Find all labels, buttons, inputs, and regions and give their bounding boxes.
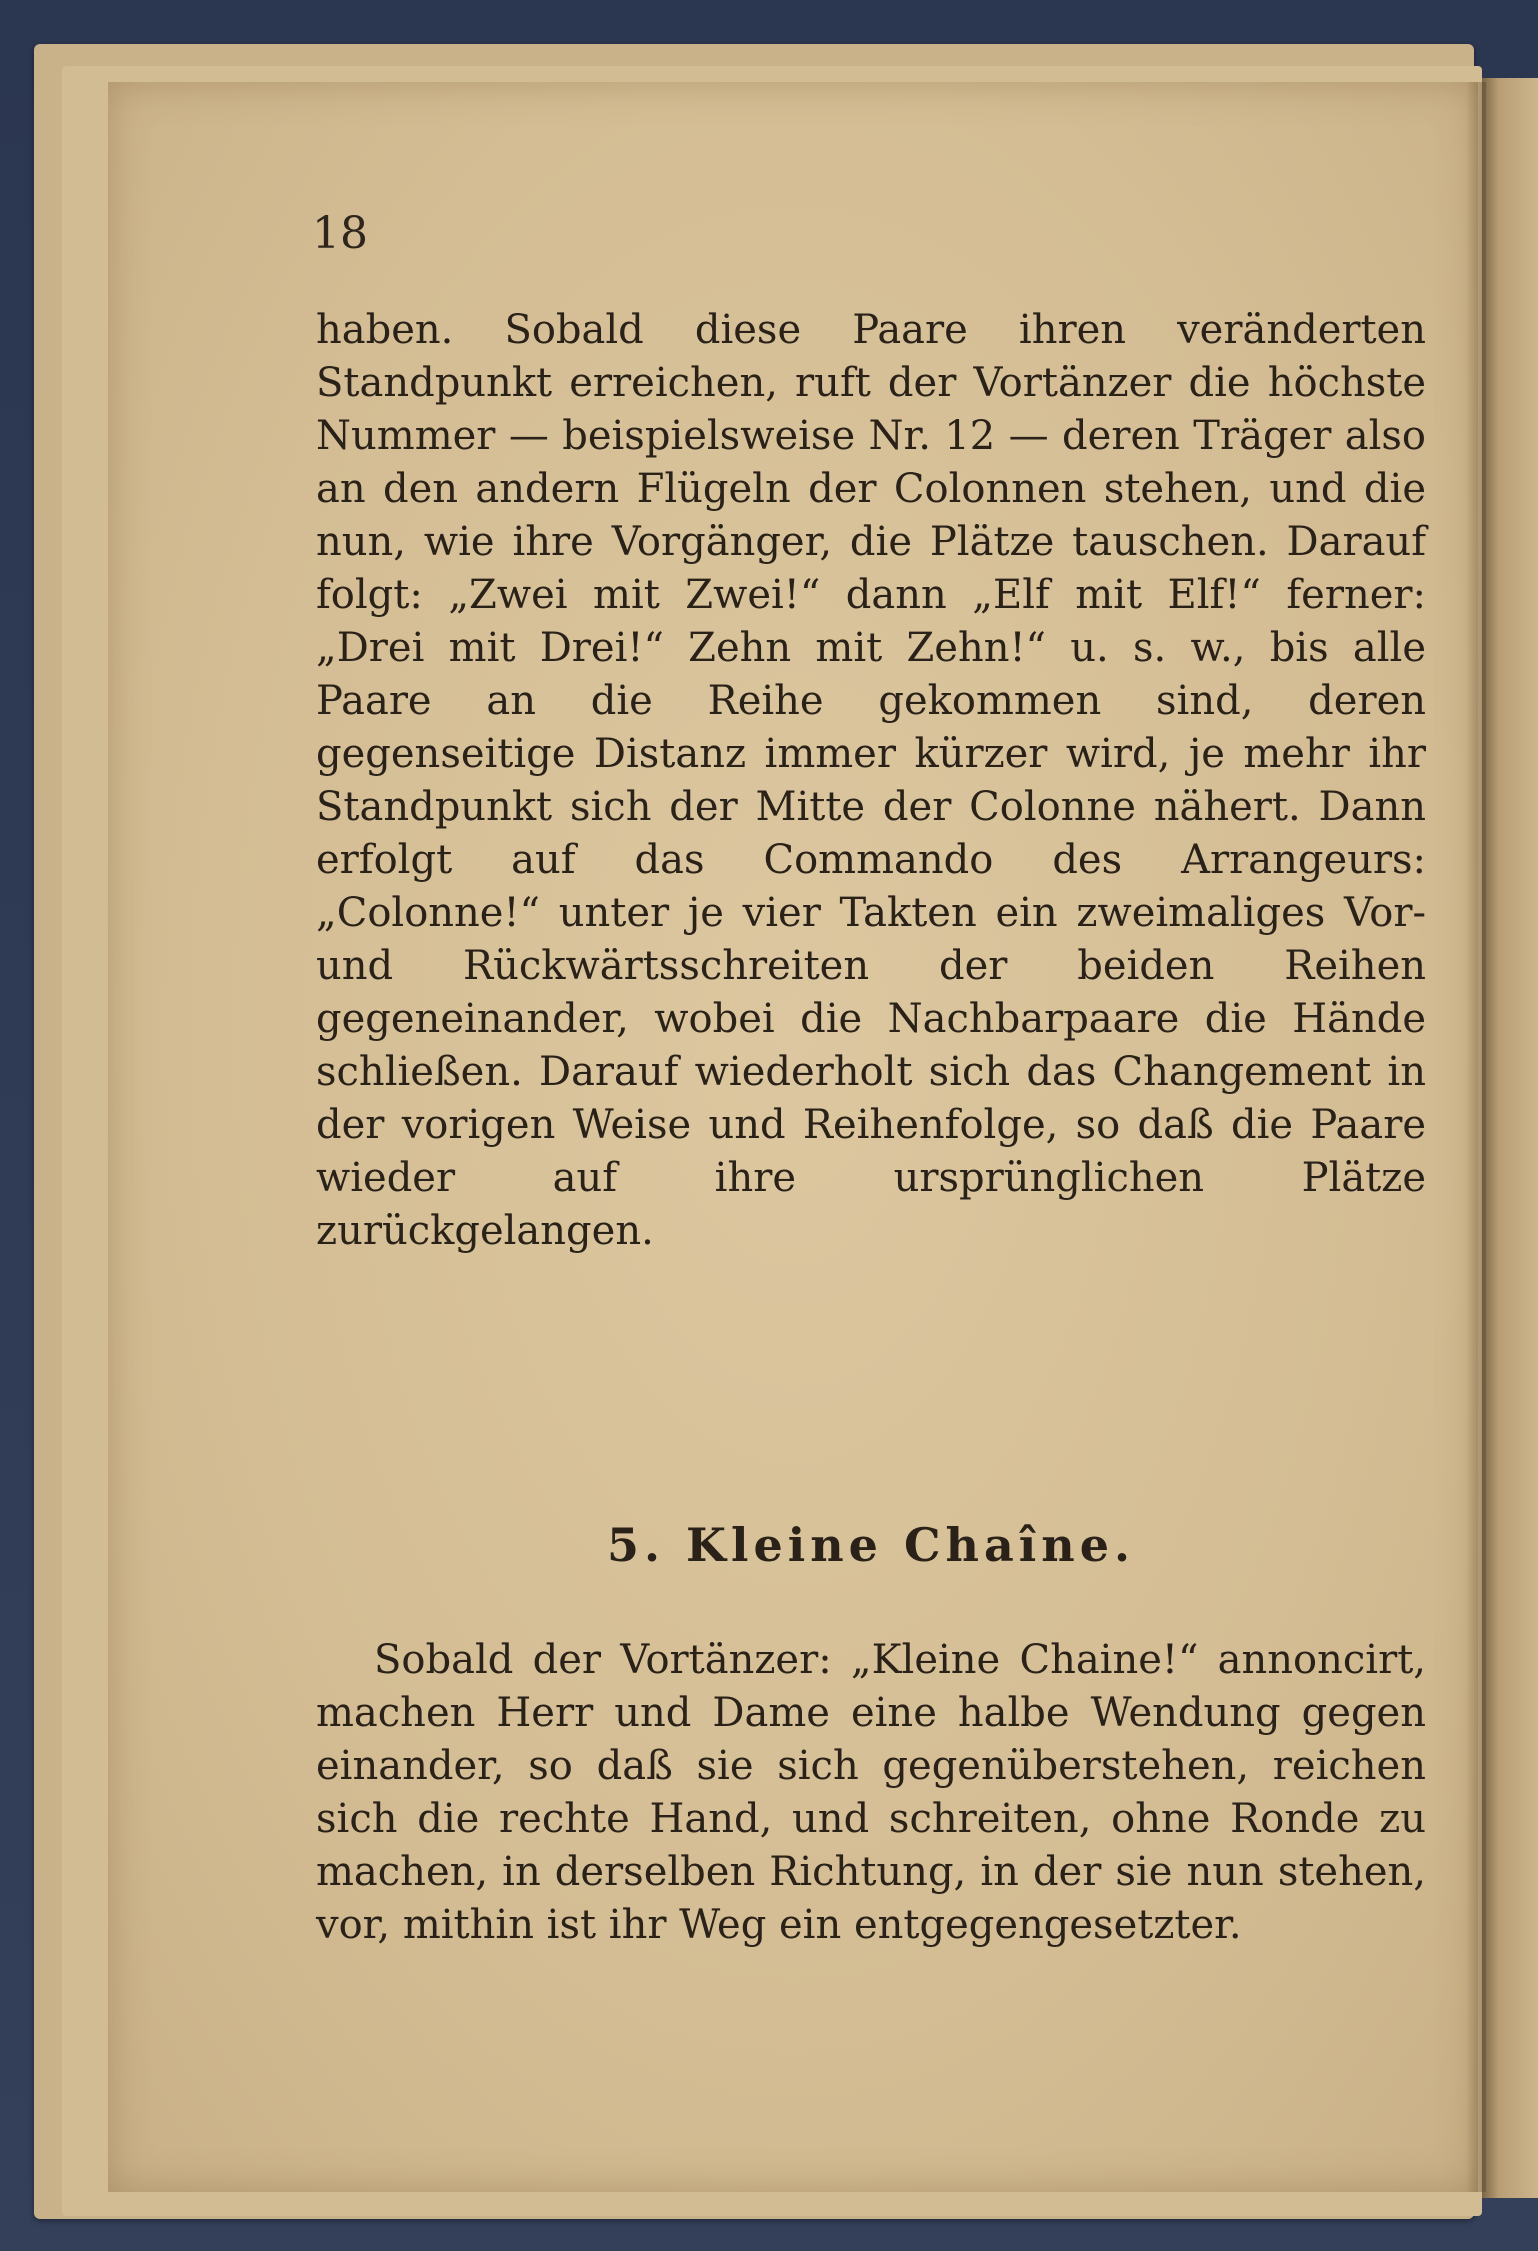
page-fold-shadow — [1466, 82, 1486, 2192]
paragraph-1: haben. Sobald diese Paare ihren veränderten Standpunkt erreichen, ruft der Vortänzer die höchste Nummer — beispielsweise Nr. 12 — deren Träger also an den andern Flügeln der Colonnen stehen, und die nun, wie ihre Vorgänger, die Plätze tauschen. Darauf folgt: „Zwei mit Zwei!“ dann „Elf mit Elf!“ ferner: „Drei mit Drei!“ Zehn mit Zehn!“ u. s. w., bis alle Paare an die Reihe gekommen sind, deren gegenseitige Distanz immer kürzer wird, je mehr ihr Standpunkt sich der Mitte der Colonne nähert. Dann erfolgt auf das Commando des Arrangeurs: „Colonne!“ unter je vier Takten ein zweimaliges Vor- und Rückwärtsschreiten der beiden Reihen gegeneinander, wobei die Nachbarpaare die Hände schließen. Darauf wiederholt sich das Changement in der vorigen Weise und Reihenfolge, so daß die Paare wieder auf ihre ursprünglichen Plätze zurückgelangen. — [316, 307, 1426, 1254]
facing-page-edge — [1482, 78, 1538, 2198]
section-heading: 5. Kleine Chaîne. — [606, 1518, 1136, 1572]
page-number: 18 — [312, 208, 368, 259]
paragraph-2: Sobald der Vortänzer: „Kleine Chaine!“ annoncirt, machen Herr und Dame eine halbe Wendung gegen einander, so daß sie sich gegenüberstehen, reichen sich die rechte Hand, und schreiten, ohne Ronde zu machen, in derselben Richtung, in der sie nun stehen, vor, mithin ist ihr Weg ein entgegengesetzter. — [316, 1637, 1426, 1948]
